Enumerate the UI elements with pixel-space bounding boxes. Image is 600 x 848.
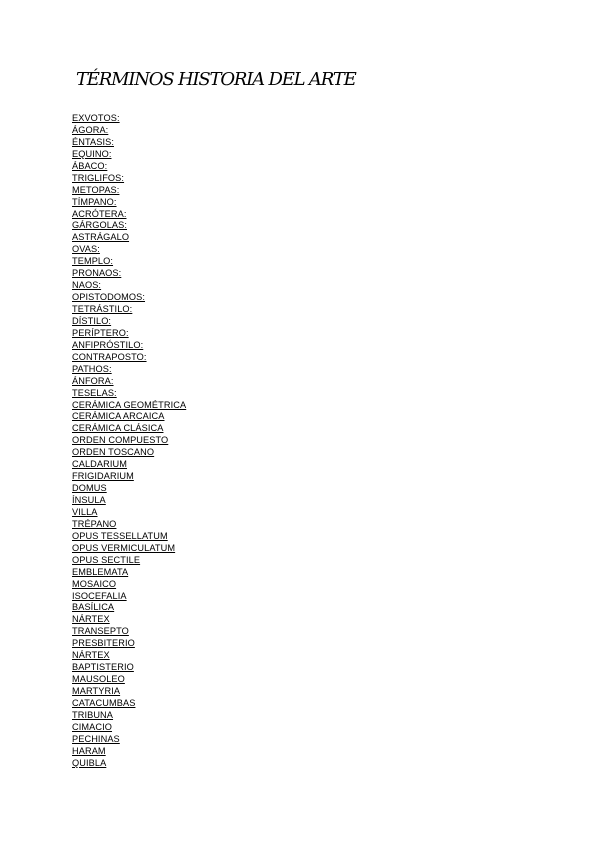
term-item: ORDEN COMPUESTO [72,435,169,446]
term-item: BASÍLICA [72,602,115,613]
term-item: EXVOTOS: [72,113,120,123]
term-item: DÍSTILO: [72,315,112,326]
term-item: OVAS: [72,244,100,255]
term-item: TÍMPANO: [72,196,117,207]
term-item: TETRÁSTILO: [72,304,133,314]
term-item: CIMACIO [72,721,113,732]
term-item: DOMUS [72,483,107,494]
term-item: NÁRTEX [72,650,110,661]
term-item: TRIGLIFOS: [72,172,125,183]
term-item: ÍNSULA [72,495,106,505]
term-item: TEMPLO: [72,256,114,267]
term-item: ÁNFORA: [72,375,114,386]
term-item: PERÍPTERO: [72,327,129,338]
term-item: NÁRTEX [72,614,110,625]
document-title: TÉRMINOS HISTORIA DEL ARTE [76,69,356,90]
term-item: ACRÓTERA: [72,208,127,219]
term-item: HARAM [72,745,106,756]
term-item: EMBLEMATA [72,566,129,577]
term-item: PRESBITERIO [72,638,135,649]
term-item: MAUSOLEO [72,674,125,685]
term-item: FRIGIDARIUM [72,471,134,482]
term-item: PECHINAS [72,733,120,744]
term-item: MOSAICO [72,578,117,589]
term-item: ANFIPRÓSTILO: [72,339,144,350]
term-item: BAPTISTERIO [72,662,134,673]
term-item: OPUS TESSELLATUM [72,530,168,541]
term-item: ORDEN TOSCANO [72,447,155,458]
term-item: ÁGORA: [72,124,109,135]
term-item: MARTYRIA [72,686,121,696]
term-item: OPUS VERMICULATUM [72,542,176,553]
term-item: QUIBLA [72,757,107,768]
term-item: ÉNTASIS: [72,136,114,147]
term-item: EQUINO: [72,148,112,159]
term-item: TRANSEPTO [72,626,129,637]
term-item: VILLA [72,506,98,517]
term-item: CALDARIUM [72,459,128,470]
term-item: CERÁMICA ARCAICA [72,411,165,422]
term-item: CONTRAPOSTO: [72,351,147,362]
term-item: ISOCEFALIA [72,590,127,601]
term-item: CERÁMICA CLÁSICA [72,423,164,434]
term-item: CERÁMICA GEOMÉTRICA [72,399,187,410]
term-item: METOPAS: [72,184,120,195]
term-item: TRÉPANO [72,518,117,529]
term-item: OPUS SECTILE [72,554,141,565]
term-item: TRIBUNA [72,709,114,720]
term-item: NAOS: [72,280,102,291]
term-item: GÁRGOLAS: [72,220,128,231]
term-item: CATACUMBAS [72,697,136,708]
term-item: ÁBACO: [72,160,108,171]
term-item: ASTRÁGALO [72,232,130,243]
term-item: PRONAOS: [72,268,122,279]
term-item: TESELAS: [72,387,117,398]
term-item: OPISTODOMOS: [72,292,146,303]
term-list [72,113,186,770]
term-item: PATHOS: [72,363,112,374]
